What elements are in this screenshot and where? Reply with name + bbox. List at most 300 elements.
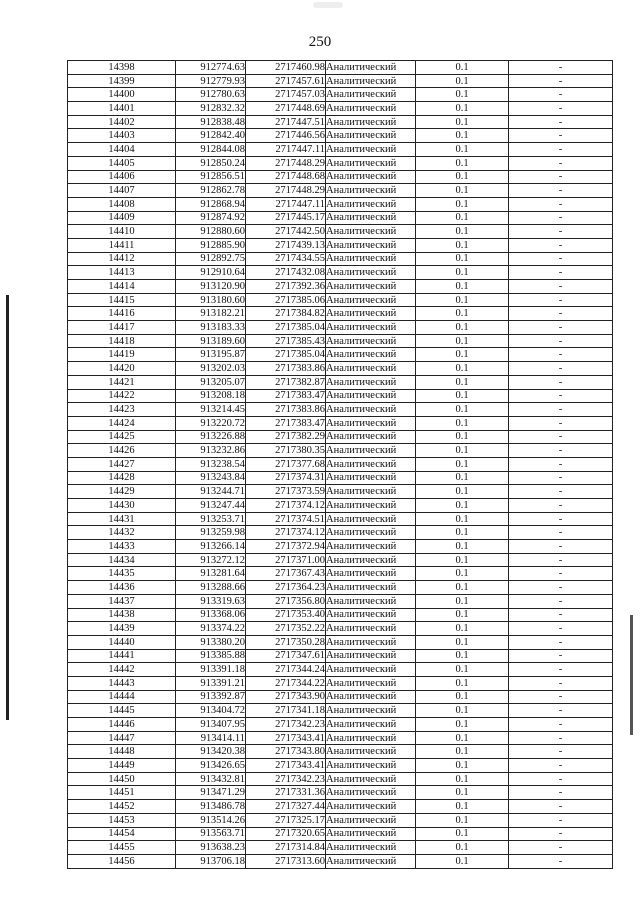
point-number-cell: 14420 xyxy=(68,362,176,376)
method-cell: Аналитический xyxy=(326,197,416,211)
x-coordinate-cell: 913426.65 xyxy=(176,759,246,773)
point-number-cell: 14418 xyxy=(68,334,176,348)
method-cell: Аналитический xyxy=(326,184,416,198)
note-cell: - xyxy=(509,389,613,403)
point-number-cell: 14402 xyxy=(68,115,176,129)
y-coordinate-cell: 2717350.28 xyxy=(246,635,326,649)
point-number-cell: 14423 xyxy=(68,403,176,417)
y-coordinate-cell: 2717382.87 xyxy=(246,375,326,389)
y-coordinate-cell: 2717385.04 xyxy=(246,321,326,335)
point-number-cell: 14429 xyxy=(68,485,176,499)
y-coordinate-cell: 2717382.29 xyxy=(246,430,326,444)
method-cell: Аналитический xyxy=(326,457,416,471)
page-number: 250 xyxy=(308,34,332,50)
table-row xyxy=(68,622,613,636)
method-cell: Аналитический xyxy=(326,594,416,608)
note-cell: - xyxy=(509,321,613,335)
precision-cell: 0.1 xyxy=(416,622,509,636)
x-coordinate-cell: 913247.44 xyxy=(176,499,246,513)
note-cell: - xyxy=(509,416,613,430)
x-coordinate-cell: 913189.60 xyxy=(176,334,246,348)
point-number-cell: 14439 xyxy=(68,622,176,636)
method-cell: Аналитический xyxy=(326,115,416,129)
point-number-cell: 14425 xyxy=(68,430,176,444)
point-number-cell: 14454 xyxy=(68,827,176,841)
y-coordinate-cell: 2717385.04 xyxy=(246,348,326,362)
method-cell: Аналитический xyxy=(326,334,416,348)
y-coordinate-cell: 2717448.68 xyxy=(246,170,326,184)
x-coordinate-cell: 913195.87 xyxy=(176,348,246,362)
table-row xyxy=(68,471,613,485)
x-coordinate-cell: 913374.22 xyxy=(176,622,246,636)
point-number-cell: 14453 xyxy=(68,813,176,827)
table-row xyxy=(68,129,613,143)
point-number-cell: 14404 xyxy=(68,143,176,157)
table-row xyxy=(68,567,613,581)
point-number-cell: 14441 xyxy=(68,649,176,663)
table-row xyxy=(68,403,613,417)
note-cell: - xyxy=(509,581,613,595)
note-cell: - xyxy=(509,827,613,841)
method-cell: Аналитический xyxy=(326,772,416,786)
x-coordinate-cell: 913319.63 xyxy=(176,594,246,608)
y-coordinate-cell: 2717385.43 xyxy=(246,334,326,348)
x-coordinate-cell: 913232.86 xyxy=(176,444,246,458)
y-coordinate-cell: 2717372.94 xyxy=(246,540,326,554)
point-number-cell: 14449 xyxy=(68,759,176,773)
y-coordinate-cell: 2717383.47 xyxy=(246,416,326,430)
y-coordinate-cell: 2717380.35 xyxy=(246,444,326,458)
x-coordinate-cell: 912780.63 xyxy=(176,88,246,102)
table-row xyxy=(68,813,613,827)
table-row xyxy=(68,444,613,458)
x-coordinate-cell: 912774.63 xyxy=(176,61,246,75)
y-coordinate-cell: 2717352.22 xyxy=(246,622,326,636)
method-cell: Аналитический xyxy=(326,416,416,430)
precision-cell: 0.1 xyxy=(416,786,509,800)
note-cell: - xyxy=(509,375,613,389)
table-row xyxy=(68,115,613,129)
point-number-cell: 14445 xyxy=(68,704,176,718)
table-row xyxy=(68,252,613,266)
precision-cell: 0.1 xyxy=(416,690,509,704)
point-number-cell: 14412 xyxy=(68,252,176,266)
point-number-cell: 14450 xyxy=(68,772,176,786)
precision-cell: 0.1 xyxy=(416,238,509,252)
point-number-cell: 14451 xyxy=(68,786,176,800)
precision-cell: 0.1 xyxy=(416,444,509,458)
precision-cell: 0.1 xyxy=(416,772,509,786)
table-row xyxy=(68,170,613,184)
y-coordinate-cell: 2717320.65 xyxy=(246,827,326,841)
x-coordinate-cell: 913120.90 xyxy=(176,280,246,294)
point-number-cell: 14440 xyxy=(68,635,176,649)
note-cell: - xyxy=(509,307,613,321)
precision-cell: 0.1 xyxy=(416,184,509,198)
y-coordinate-cell: 2717445.17 xyxy=(246,211,326,225)
x-coordinate-cell: 913563.71 xyxy=(176,827,246,841)
precision-cell: 0.1 xyxy=(416,115,509,129)
note-cell: - xyxy=(509,786,613,800)
precision-cell: 0.1 xyxy=(416,608,509,622)
y-coordinate-cell: 2717385.06 xyxy=(246,293,326,307)
note-cell: - xyxy=(509,622,613,636)
method-cell: Аналитический xyxy=(326,307,416,321)
precision-cell: 0.1 xyxy=(416,362,509,376)
table-row xyxy=(68,266,613,280)
precision-cell: 0.1 xyxy=(416,800,509,814)
table-row xyxy=(68,759,613,773)
method-cell: Аналитический xyxy=(326,813,416,827)
precision-cell: 0.1 xyxy=(416,74,509,88)
precision-cell: 0.1 xyxy=(416,280,509,294)
scan-edge-mark xyxy=(630,615,633,735)
x-coordinate-cell: 913404.72 xyxy=(176,704,246,718)
point-number-cell: 14407 xyxy=(68,184,176,198)
precision-cell: 0.1 xyxy=(416,759,509,773)
table-row xyxy=(68,334,613,348)
method-cell: Аналитический xyxy=(326,321,416,335)
point-number-cell: 14435 xyxy=(68,567,176,581)
note-cell: - xyxy=(509,74,613,88)
note-cell: - xyxy=(509,362,613,376)
note-cell: - xyxy=(509,156,613,170)
note-cell: - xyxy=(509,280,613,294)
precision-cell: 0.1 xyxy=(416,649,509,663)
point-number-cell: 14434 xyxy=(68,553,176,567)
y-coordinate-cell: 2717342.23 xyxy=(246,718,326,732)
table-row xyxy=(68,457,613,471)
method-cell: Аналитический xyxy=(326,827,416,841)
y-coordinate-cell: 2717313.60 xyxy=(246,854,326,868)
y-coordinate-cell: 2717314.84 xyxy=(246,841,326,855)
precision-cell: 0.1 xyxy=(416,88,509,102)
precision-cell: 0.1 xyxy=(416,170,509,184)
precision-cell: 0.1 xyxy=(416,334,509,348)
note-cell: - xyxy=(509,197,613,211)
table-row xyxy=(68,430,613,444)
method-cell: Аналитический xyxy=(326,841,416,855)
method-cell: Аналитический xyxy=(326,430,416,444)
note-cell: - xyxy=(509,293,613,307)
x-coordinate-cell: 913420.38 xyxy=(176,745,246,759)
table-row xyxy=(68,61,613,75)
y-coordinate-cell: 2717457.03 xyxy=(246,88,326,102)
y-coordinate-cell: 2717356.80 xyxy=(246,594,326,608)
x-coordinate-cell: 912868.94 xyxy=(176,197,246,211)
table-row xyxy=(68,348,613,362)
method-cell: Аналитический xyxy=(326,499,416,513)
y-coordinate-cell: 2717364.23 xyxy=(246,581,326,595)
x-coordinate-cell: 913407.95 xyxy=(176,718,246,732)
precision-cell: 0.1 xyxy=(416,581,509,595)
x-coordinate-cell: 913183.33 xyxy=(176,321,246,335)
note-cell: - xyxy=(509,800,613,814)
precision-cell: 0.1 xyxy=(416,430,509,444)
table-row xyxy=(68,156,613,170)
x-coordinate-cell: 913243.84 xyxy=(176,471,246,485)
x-coordinate-cell: 912844.08 xyxy=(176,143,246,157)
y-coordinate-cell: 2717353.40 xyxy=(246,608,326,622)
y-coordinate-cell: 2717457.61 xyxy=(246,74,326,88)
note-cell: - xyxy=(509,841,613,855)
y-coordinate-cell: 2717377.68 xyxy=(246,457,326,471)
point-number-cell: 14438 xyxy=(68,608,176,622)
note-cell: - xyxy=(509,772,613,786)
precision-cell: 0.1 xyxy=(416,567,509,581)
precision-cell: 0.1 xyxy=(416,676,509,690)
note-cell: - xyxy=(509,457,613,471)
y-coordinate-cell: 2717442.50 xyxy=(246,225,326,239)
method-cell: Аналитический xyxy=(326,238,416,252)
method-cell: Аналитический xyxy=(326,581,416,595)
note-cell: - xyxy=(509,663,613,677)
table-row xyxy=(68,184,613,198)
point-number-cell: 14432 xyxy=(68,526,176,540)
y-coordinate-cell: 2717384.82 xyxy=(246,307,326,321)
point-number-cell: 14421 xyxy=(68,375,176,389)
method-cell: Аналитический xyxy=(326,389,416,403)
point-number-cell: 14428 xyxy=(68,471,176,485)
point-number-cell: 14446 xyxy=(68,718,176,732)
table-row xyxy=(68,594,613,608)
table-row xyxy=(68,676,613,690)
method-cell: Аналитический xyxy=(326,129,416,143)
method-cell: Аналитический xyxy=(326,786,416,800)
y-coordinate-cell: 2717383.86 xyxy=(246,362,326,376)
precision-cell: 0.1 xyxy=(416,663,509,677)
table-row xyxy=(68,827,613,841)
note-cell: - xyxy=(509,512,613,526)
table-row xyxy=(68,321,613,335)
y-coordinate-cell: 2717331.36 xyxy=(246,786,326,800)
table-row xyxy=(68,731,613,745)
x-coordinate-cell: 913392.87 xyxy=(176,690,246,704)
x-coordinate-cell: 912910.64 xyxy=(176,266,246,280)
x-coordinate-cell: 913288.66 xyxy=(176,581,246,595)
table-row xyxy=(68,786,613,800)
x-coordinate-cell: 913414.11 xyxy=(176,731,246,745)
y-coordinate-cell: 2717432.08 xyxy=(246,266,326,280)
method-cell: Аналитический xyxy=(326,471,416,485)
note-cell: - xyxy=(509,184,613,198)
table-row xyxy=(68,690,613,704)
x-coordinate-cell: 912874.92 xyxy=(176,211,246,225)
note-cell: - xyxy=(509,553,613,567)
table-row xyxy=(68,143,613,157)
table-row xyxy=(68,88,613,102)
method-cell: Аналитический xyxy=(326,759,416,773)
y-coordinate-cell: 2717447.11 xyxy=(246,143,326,157)
y-coordinate-cell: 2717343.90 xyxy=(246,690,326,704)
method-cell: Аналитический xyxy=(326,156,416,170)
note-cell: - xyxy=(509,61,613,75)
method-cell: Аналитический xyxy=(326,225,416,239)
precision-cell: 0.1 xyxy=(416,485,509,499)
table-row xyxy=(68,649,613,663)
y-coordinate-cell: 2717383.86 xyxy=(246,403,326,417)
note-cell: - xyxy=(509,567,613,581)
table-row xyxy=(68,704,613,718)
point-number-cell: 14447 xyxy=(68,731,176,745)
table-row xyxy=(68,553,613,567)
note-cell: - xyxy=(509,594,613,608)
precision-cell: 0.1 xyxy=(416,540,509,554)
method-cell: Аналитический xyxy=(326,854,416,868)
precision-cell: 0.1 xyxy=(416,512,509,526)
precision-cell: 0.1 xyxy=(416,307,509,321)
note-cell: - xyxy=(509,854,613,868)
x-coordinate-cell: 913272.12 xyxy=(176,553,246,567)
x-coordinate-cell: 912832.32 xyxy=(176,102,246,116)
y-coordinate-cell: 2717447.11 xyxy=(246,197,326,211)
x-coordinate-cell: 913471.29 xyxy=(176,786,246,800)
note-cell: - xyxy=(509,813,613,827)
y-coordinate-cell: 2717325.17 xyxy=(246,813,326,827)
method-cell: Аналитический xyxy=(326,88,416,102)
note-cell: - xyxy=(509,745,613,759)
x-coordinate-cell: 912885.90 xyxy=(176,238,246,252)
y-coordinate-cell: 2717373.59 xyxy=(246,485,326,499)
note-cell: - xyxy=(509,170,613,184)
point-number-cell: 14431 xyxy=(68,512,176,526)
method-cell: Аналитический xyxy=(326,485,416,499)
method-cell: Аналитический xyxy=(326,211,416,225)
table-row xyxy=(68,102,613,116)
method-cell: Аналитический xyxy=(326,61,416,75)
precision-cell: 0.1 xyxy=(416,457,509,471)
x-coordinate-cell: 913253.71 xyxy=(176,512,246,526)
method-cell: Аналитический xyxy=(326,622,416,636)
x-coordinate-cell: 913220.72 xyxy=(176,416,246,430)
method-cell: Аналитический xyxy=(326,731,416,745)
table-row xyxy=(68,416,613,430)
precision-cell: 0.1 xyxy=(416,704,509,718)
method-cell: Аналитический xyxy=(326,375,416,389)
precision-cell: 0.1 xyxy=(416,854,509,868)
x-coordinate-cell: 913208.18 xyxy=(176,389,246,403)
method-cell: Аналитический xyxy=(326,143,416,157)
table-row xyxy=(68,485,613,499)
y-coordinate-cell: 2717460.98 xyxy=(246,61,326,75)
point-number-cell: 14409 xyxy=(68,211,176,225)
method-cell: Аналитический xyxy=(326,74,416,88)
x-coordinate-cell: 912856.51 xyxy=(176,170,246,184)
x-coordinate-cell: 913214.45 xyxy=(176,403,246,417)
y-coordinate-cell: 2717342.23 xyxy=(246,772,326,786)
note-cell: - xyxy=(509,115,613,129)
method-cell: Аналитический xyxy=(326,403,416,417)
x-coordinate-cell: 913638.23 xyxy=(176,841,246,855)
note-cell: - xyxy=(509,238,613,252)
y-coordinate-cell: 2717374.31 xyxy=(246,471,326,485)
point-number-cell: 14405 xyxy=(68,156,176,170)
method-cell: Аналитический xyxy=(326,280,416,294)
binding-edge-mark xyxy=(6,295,9,720)
point-number-cell: 14399 xyxy=(68,74,176,88)
point-number-cell: 14419 xyxy=(68,348,176,362)
x-coordinate-cell: 913281.64 xyxy=(176,567,246,581)
y-coordinate-cell: 2717374.12 xyxy=(246,526,326,540)
method-cell: Аналитический xyxy=(326,362,416,376)
note-cell: - xyxy=(509,88,613,102)
note-cell: - xyxy=(509,690,613,704)
note-cell: - xyxy=(509,649,613,663)
note-cell: - xyxy=(509,731,613,745)
point-number-cell: 14455 xyxy=(68,841,176,855)
precision-cell: 0.1 xyxy=(416,553,509,567)
precision-cell: 0.1 xyxy=(416,841,509,855)
table-row xyxy=(68,635,613,649)
precision-cell: 0.1 xyxy=(416,293,509,307)
note-cell: - xyxy=(509,225,613,239)
x-coordinate-cell: 912892.75 xyxy=(176,252,246,266)
note-cell: - xyxy=(509,608,613,622)
y-coordinate-cell: 2717448.69 xyxy=(246,102,326,116)
note-cell: - xyxy=(509,471,613,485)
note-cell: - xyxy=(509,403,613,417)
x-coordinate-cell: 913266.14 xyxy=(176,540,246,554)
precision-cell: 0.1 xyxy=(416,156,509,170)
method-cell: Аналитический xyxy=(326,526,416,540)
point-number-cell: 14408 xyxy=(68,197,176,211)
y-coordinate-cell: 2717367.43 xyxy=(246,567,326,581)
table-row xyxy=(68,854,613,868)
method-cell: Аналитический xyxy=(326,745,416,759)
note-cell: - xyxy=(509,211,613,225)
precision-cell: 0.1 xyxy=(416,321,509,335)
precision-cell: 0.1 xyxy=(416,375,509,389)
precision-cell: 0.1 xyxy=(416,403,509,417)
table-row xyxy=(68,362,613,376)
y-coordinate-cell: 2717439.13 xyxy=(246,238,326,252)
x-coordinate-cell: 913205.07 xyxy=(176,375,246,389)
x-coordinate-cell: 912850.24 xyxy=(176,156,246,170)
table-row xyxy=(68,211,613,225)
x-coordinate-cell: 913202.03 xyxy=(176,362,246,376)
precision-cell: 0.1 xyxy=(416,526,509,540)
x-coordinate-cell: 913380.20 xyxy=(176,635,246,649)
table-row xyxy=(68,772,613,786)
precision-cell: 0.1 xyxy=(416,143,509,157)
y-coordinate-cell: 2717343.80 xyxy=(246,745,326,759)
precision-cell: 0.1 xyxy=(416,745,509,759)
y-coordinate-cell: 2717374.51 xyxy=(246,512,326,526)
point-number-cell: 14410 xyxy=(68,225,176,239)
table-row xyxy=(68,280,613,294)
method-cell: Аналитический xyxy=(326,690,416,704)
table-row xyxy=(68,307,613,321)
precision-cell: 0.1 xyxy=(416,266,509,280)
table-row xyxy=(68,238,613,252)
x-coordinate-cell: 913391.21 xyxy=(176,676,246,690)
table-row xyxy=(68,526,613,540)
point-number-cell: 14433 xyxy=(68,540,176,554)
table-row xyxy=(68,608,613,622)
note-cell: - xyxy=(509,444,613,458)
point-number-cell: 14443 xyxy=(68,676,176,690)
x-coordinate-cell: 913238.54 xyxy=(176,457,246,471)
table-row xyxy=(68,499,613,513)
note-cell: - xyxy=(509,252,613,266)
note-cell: - xyxy=(509,718,613,732)
point-number-cell: 14448 xyxy=(68,745,176,759)
note-cell: - xyxy=(509,526,613,540)
point-number-cell: 14442 xyxy=(68,663,176,677)
precision-cell: 0.1 xyxy=(416,594,509,608)
precision-cell: 0.1 xyxy=(416,827,509,841)
precision-cell: 0.1 xyxy=(416,211,509,225)
